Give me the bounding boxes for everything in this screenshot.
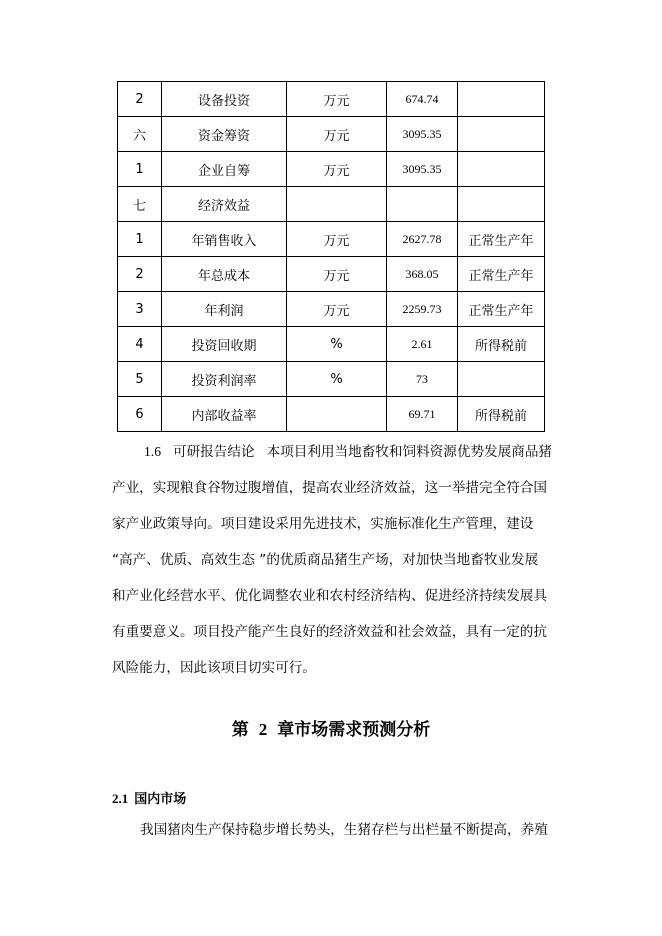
chapter-title: 章市场需求预测分析 <box>277 720 431 740</box>
unit-cell: 万元 <box>287 292 387 327</box>
row-number-cell: 1 <box>118 152 162 187</box>
unit-cell: 万元 <box>287 152 387 187</box>
note-cell <box>458 152 545 187</box>
conclusion-line: 家产业政策导向。项目建设采用先进技术，实施标准化生产管理，建设 <box>112 516 534 532</box>
item-name-cell: 内部收益率 <box>162 397 287 432</box>
note-cell: 正常生产年 <box>458 257 545 292</box>
row-number-cell: 2 <box>118 82 162 117</box>
item-name-cell: 年利润 <box>162 292 287 327</box>
row-number-cell: 5 <box>118 362 162 397</box>
row-number-cell: 3 <box>118 292 162 327</box>
subsection-title: 国内市场 <box>134 792 187 807</box>
unit-cell: 万元 <box>287 82 387 117</box>
section-heading: 可研报告结论 <box>173 444 255 460</box>
row-number-cell: 6 <box>118 397 162 432</box>
note-cell: 所得税前 <box>458 397 545 432</box>
value-cell: 2259.73 <box>387 292 458 327</box>
note-cell <box>458 362 545 397</box>
table-row <box>118 257 545 292</box>
conclusion-line: 产业，实现粮食谷物过腹增值，提高农业经济效益，这一举措完全符合国 <box>112 480 547 496</box>
row-number-cell: 2 <box>118 257 162 292</box>
value-cell: 2.61 <box>387 327 458 362</box>
unit-cell: 万元 <box>287 257 387 292</box>
row-number-cell: 七 <box>118 187 162 222</box>
item-name-cell: 年总成本 <box>162 257 287 292</box>
conclusion-first-line <box>112 434 552 470</box>
unit-cell: 万元 <box>287 117 387 152</box>
item-name-cell: 资金筹资 <box>162 117 287 152</box>
table-row <box>118 362 545 397</box>
value-cell: 2627.78 <box>387 222 458 257</box>
item-name-cell: 投资回收期 <box>162 327 287 362</box>
unit-cell: % <box>287 362 387 397</box>
conclusion-line: 本项目利用当地畜牧和饲料资源优势发展商品猪 <box>266 444 553 460</box>
note-cell: 正常生产年 <box>458 292 545 327</box>
table-row <box>118 152 545 187</box>
note-cell <box>458 82 545 117</box>
note-cell: 正常生产年 <box>458 222 545 257</box>
table-body <box>118 82 545 432</box>
row-number-cell: 1 <box>118 222 162 257</box>
unit-cell: 万元 <box>287 222 387 257</box>
table-row <box>118 187 545 222</box>
value-cell: 3095.35 <box>387 117 458 152</box>
table-row <box>118 397 545 432</box>
value-cell <box>387 187 458 222</box>
value-cell: 368.05 <box>387 257 458 292</box>
table-row <box>118 117 545 152</box>
unit-cell: % <box>287 327 387 362</box>
unit-cell <box>287 397 387 432</box>
item-name-cell: 投资利润率 <box>162 362 287 397</box>
value-cell: 73 <box>387 362 458 397</box>
value-cell: 3095.35 <box>387 152 458 187</box>
row-number-cell: 六 <box>118 117 162 152</box>
item-name-cell: 年销售收入 <box>162 222 287 257</box>
item-name-cell: 设备投资 <box>162 82 287 117</box>
conclusion-line: “高产、优质、高效生态 ”的优质商品猪生产场，对加快当地畜牧业发展 <box>112 552 539 568</box>
table-row <box>118 82 545 117</box>
chapter-heading <box>0 715 662 740</box>
note-cell: 所得税前 <box>458 327 545 362</box>
section-number: 1.6 <box>144 444 161 459</box>
value-cell: 69.71 <box>387 397 458 432</box>
subsection-number: 2.1 <box>112 791 129 806</box>
item-name-cell: 企业自筹 <box>162 152 287 187</box>
economic-indicators-table <box>117 81 545 432</box>
value-cell: 674.74 <box>387 82 458 117</box>
conclusion-line: 有重要意义。项目投产能产生良好的经济效益和社会效益，具有一定的抗 <box>112 624 547 640</box>
unit-cell <box>287 187 387 222</box>
conclusion-paragraph <box>112 434 552 686</box>
chapter-prefix: 第 <box>231 720 249 740</box>
note-cell <box>458 187 545 222</box>
subsection-heading <box>112 788 186 807</box>
chapter-number: 2 <box>258 720 268 739</box>
conclusion-line: 和产业化经营水平、优化调整农业和农村经济结构、促进经济持续发展具 <box>112 588 547 604</box>
table-row <box>118 292 545 327</box>
row-number-cell: 4 <box>118 327 162 362</box>
table-row <box>118 222 545 257</box>
table-row <box>118 327 545 362</box>
conclusion-line: 风险能力，因此该项目切实可行。 <box>112 660 316 676</box>
note-cell <box>458 117 545 152</box>
body-paragraph: 我国猪肉生产保持稳步增长势头，生猪存栏与出栏量不断提高，养殖 <box>140 822 548 838</box>
item-name-cell: 经济效益 <box>162 187 287 222</box>
